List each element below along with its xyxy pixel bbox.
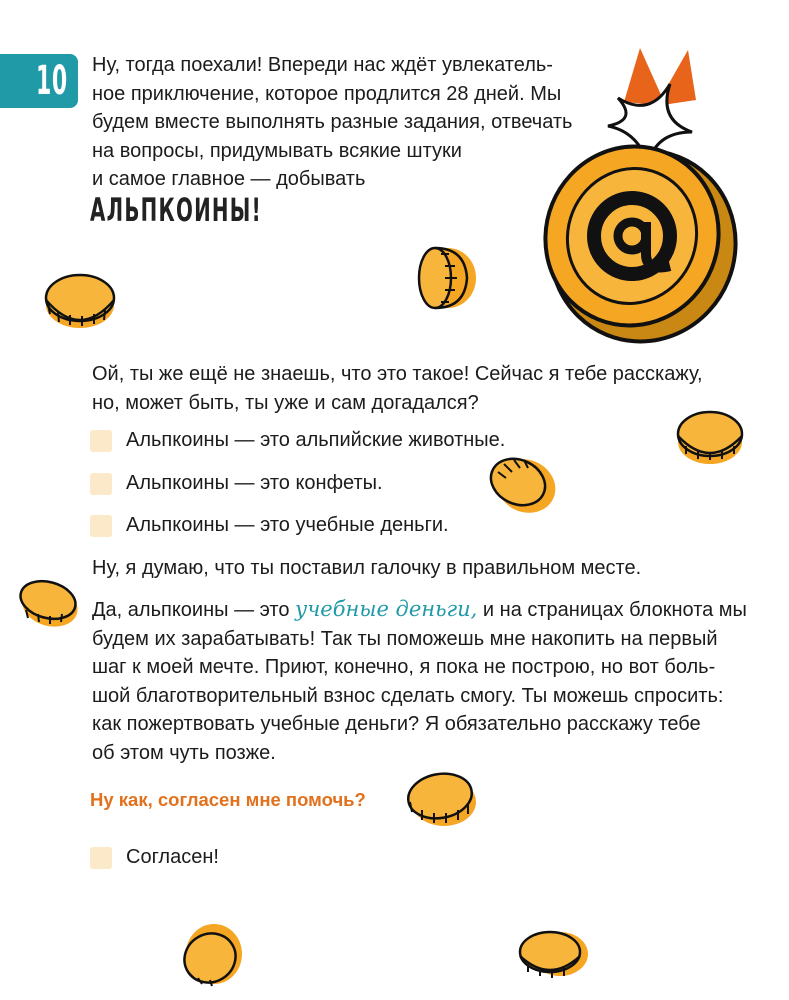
coin-icon bbox=[514, 922, 594, 988]
intro-line: на вопросы, придумывать всякие штуки bbox=[92, 139, 462, 162]
big-coin-icon bbox=[520, 40, 760, 350]
quiz-line: но, может быть, ты уже и сам догадался? bbox=[92, 391, 479, 414]
explanation-text: Да, альпкоины — это bbox=[92, 599, 296, 621]
coin-icon bbox=[400, 766, 480, 836]
quiz-option[interactable] bbox=[90, 429, 505, 452]
option-label: Альпкоины — это учебные деньги. bbox=[126, 514, 449, 536]
coin-icon bbox=[405, 242, 480, 314]
intro-line: ное приключение, которое продлится 28 дней. Мы bbox=[92, 82, 562, 105]
checkbox[interactable] bbox=[90, 515, 112, 537]
explanation-line: шой благотворительный взнос сделать смогу. Ты можешь спросить: bbox=[92, 684, 724, 707]
explanation-first-line bbox=[92, 595, 747, 625]
agree-checkbox[interactable] bbox=[90, 847, 112, 869]
quiz-line: Ой, ты же ещё не знаешь, что это такое! Сейчас я тебе расскажу, bbox=[92, 363, 703, 385]
intro-line: Ну, тогда поехали! Впереди нас ждёт увлекатель- bbox=[92, 54, 553, 76]
intro-line: и самое главное — добывать bbox=[92, 168, 366, 190]
coin-icon bbox=[40, 268, 120, 338]
intro-paragraph bbox=[92, 51, 572, 194]
agree-option[interactable] bbox=[90, 846, 219, 869]
quiz-option[interactable] bbox=[90, 514, 449, 537]
help-question: Ну как, согласен мне помочь? bbox=[90, 789, 366, 810]
explanation-line: будем их зарабатывать! Так ты поможешь мне накопить на первый bbox=[92, 627, 718, 650]
followup-text bbox=[92, 554, 641, 583]
quiz-paragraph bbox=[92, 360, 703, 417]
checkbox[interactable] bbox=[90, 473, 112, 495]
intro-line: будем вместе выполнять разные задания, отвечать bbox=[92, 111, 573, 133]
quiz-option[interactable] bbox=[90, 472, 383, 495]
coin-icon bbox=[174, 918, 246, 990]
page-number: 10 bbox=[36, 58, 68, 104]
explanation-line: шаг к моей мечте. Приют, конечно, я пока не построю, но вот боль- bbox=[92, 656, 716, 678]
study-money-highlight: учебные деньги, bbox=[295, 597, 478, 621]
option-label: Альпкоины — это альпийские животные. bbox=[126, 429, 506, 451]
explanation-paragraph bbox=[92, 595, 747, 767]
explanation-line: об этом чуть позже. bbox=[92, 741, 276, 764]
followup-line: Ну, я думаю, что ты поставил галочку в правильном месте. bbox=[92, 557, 642, 579]
explanation-text: и на страницах блокнота мы bbox=[477, 599, 747, 621]
coin-icon bbox=[488, 452, 560, 518]
agree-label: Согласен! bbox=[126, 846, 219, 868]
alpcoins-heading: АЛЬПКОИНЫ! bbox=[90, 191, 262, 229]
checkbox[interactable] bbox=[90, 430, 112, 452]
explanation-line: как пожертвовать учебные деньги? Я обязательно расскажу тебе bbox=[92, 713, 701, 735]
option-label: Альпкоины — это конфеты. bbox=[126, 472, 383, 494]
coin-icon bbox=[14, 572, 84, 632]
